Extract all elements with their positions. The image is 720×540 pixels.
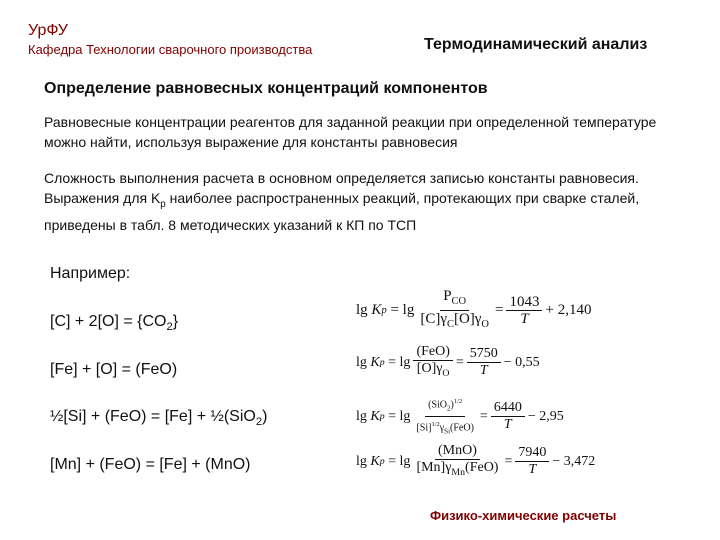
example-label: Например: [50, 265, 131, 282]
intro-paragraph: Равновесные концентрации реагентов для заданной реакции при определенной температуре можно найти, используя выражение для константы равновесия [44, 114, 657, 150]
reaction-3: ½[Si] + (FeO) = [Fe] + ½(SiO$_2$) [50, 408, 268, 429]
section-title: Термодинамический анализ [424, 36, 648, 53]
header-org [28, 22, 312, 57]
formula-4: lg K p = lg $\frac{\text{(MnO)}}{[Mn]\gamma_{Mn}(FeO)}$ = $\frac{7940}{T}$ − 3,472 [356, 443, 596, 478]
formula-3: lg K p = lg $\frac{(SiO_2)^{1/2}}{[Si]^{1/2}\gamma_{Si}(FeO)}$ = $\frac{6440}{T}$ − 2,95 [356, 394, 564, 440]
formula-1: lg K p = lg $\frac{P_{CO}}{[C]\gamma_C[O]\gamma_O}$ = $\frac{1043}{T}$ + 2,140 [356, 288, 592, 330]
department-name: Кафедра Технологии сварочного производства [28, 42, 313, 57]
reaction-4: [Mn] + (FeO) = [Fe] + (MnO) [50, 456, 251, 473]
formula-2: lg K p = lg $\frac{\text{(FeO)}}{[O]\gamma_O}$ = $\frac{5750}{T}$ − 0,55 [356, 344, 540, 379]
complexity-paragraph: Сложность выполнения расчета в основном определяется записью константы равновесия. Выражения для $K_p$ наиболее распространенных реакций, протекающих при сварке сталей, приведены в табл. 8 методических указаний к КП по ТСП [44, 170, 640, 233]
org-name: УрФУ [28, 22, 68, 39]
slide-title: Определение равновесных концентраций компонентов [44, 80, 488, 97]
footer-label: Физико-химические расчеты [430, 508, 617, 523]
reaction-1: $[C] + 2[O] = \{CO_2\}$ [50, 313, 179, 334]
reaction-2: [Fe] + [O] = (FeO) [50, 361, 178, 378]
